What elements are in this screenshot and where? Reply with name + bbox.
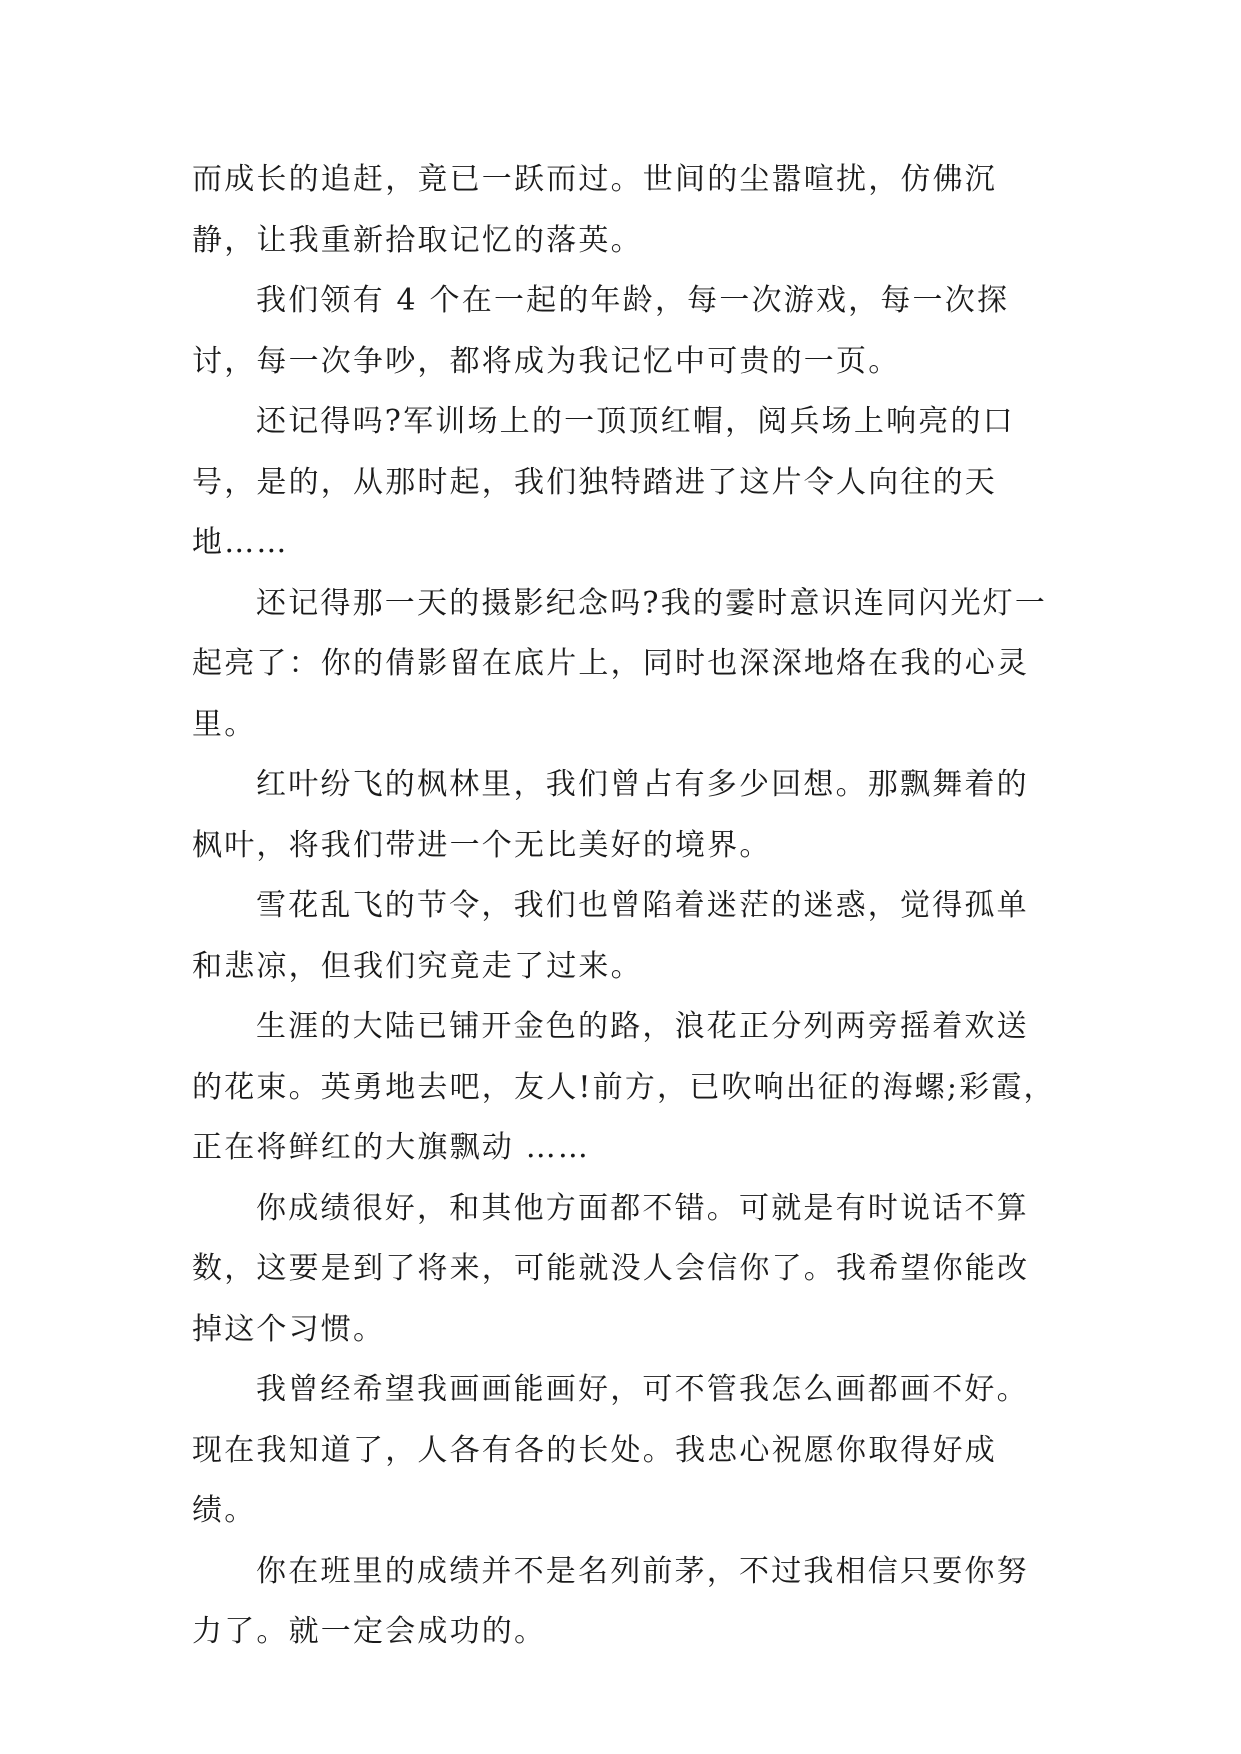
paragraph: 生涯的大陆已铺开金色的路，浪花正分列两旁摇着欢送的花束。英勇地去吧，友人!前方，已吹响出征的海螺;彩霞，正在将鲜红的大旗飘动 ……	[192, 1009, 1056, 1165]
paragraph: 我曾经希望我画画能画好，可不管我怎么画都画不好。现在我知道了，人各有各的长处。我忠心祝愿你取得好成绩。	[192, 1372, 1029, 1528]
paragraph: 我们领有 4 个在一起的年龄，每一次游戏，每一次探讨，每一次争吵，都将成为我记忆中可贵的一页。	[192, 283, 1010, 379]
paragraph: 而成长的追赶，竟已一跃而过。世间的尘嚣喧扰，仿佛沉静，让我重新拾取记忆的落英。	[192, 162, 997, 258]
paragraph: 你成绩很好，和其他方面都不错。可就是有时说话不算数，这要是到了将来，可能就没人会信你了。我希望你能改掉这个习惯。	[192, 1190, 1030, 1347]
paragraph: 雪花乱飞的节令，我们也曾陷着迷茫的迷惑，觉得孤单和悲凉，但我们究竟走了过来。	[192, 888, 1029, 984]
paragraph: 还记得吗?军训场上的一顶顶红帽，阅兵场上响亮的口号，是的，从那时起，我们独特踏进了这片令人向往的天地……	[192, 404, 1015, 560]
paragraph: 红叶纷飞的枫林里，我们曾占有多少回想。那飘舞着的枫叶，将我们带进一个无比美好的境界。	[192, 767, 1029, 863]
paragraph: 还记得那一天的摄影纪念吗?我的霎时意识连同闪光灯一起亮了：你的倩影留在底片上，同时也深深地烙在我的心灵里。	[192, 585, 1048, 742]
document-body	[192, 150, 1056, 1663]
paragraph: 你在班里的成绩并不是名列前茅，不过我相信只要你努力了。就一定会成功的。	[192, 1553, 1029, 1649]
